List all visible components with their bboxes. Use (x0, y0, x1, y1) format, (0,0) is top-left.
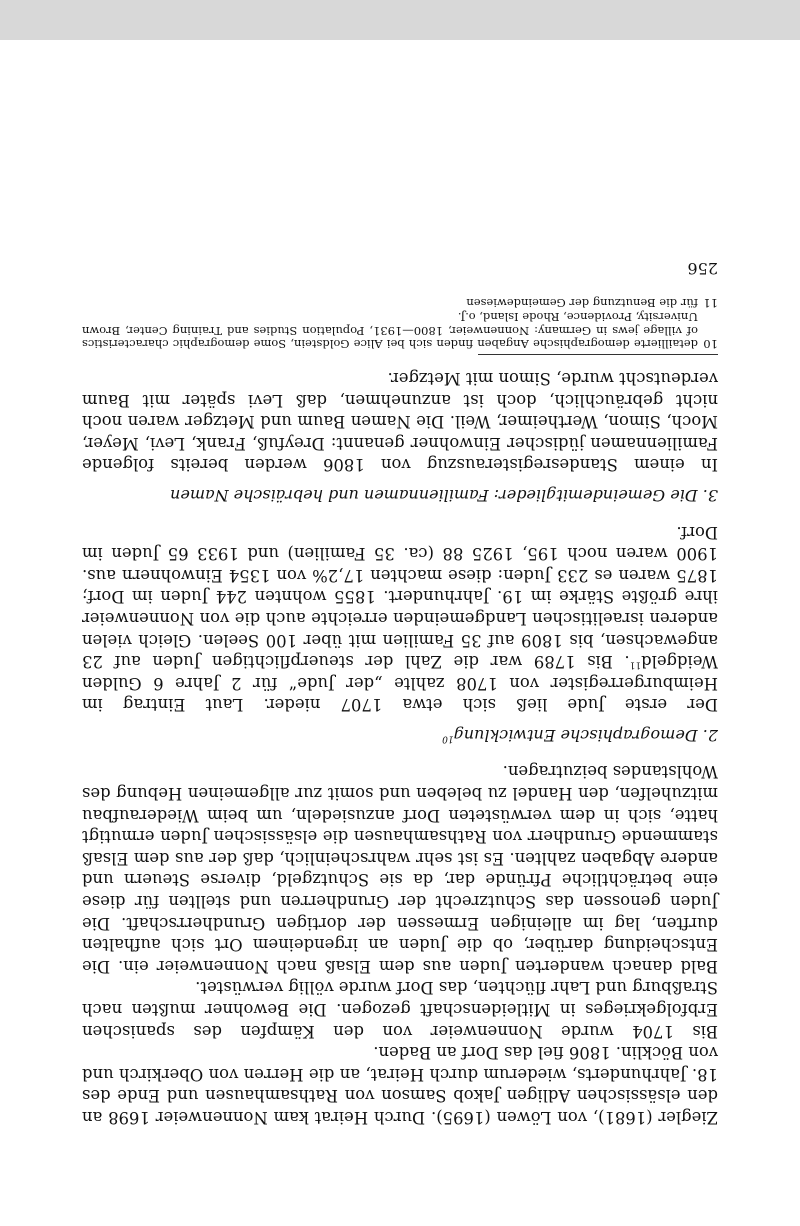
library-header-bar (0, 0, 800, 40)
paragraph: Bis 1704 wurde Nonnenweier von den Kämpfen des spanischen Erbfolgekrieges in Mitleidenschaft gezogen. Die Bewohner mußten nach Straßburg und Lahr flüchten, das Dorf wurde völlig verwüstet. (82, 978, 718, 1041)
document-text (82, 258, 718, 1128)
footnote (82, 295, 718, 309)
footnote-ref: 11 (629, 659, 642, 670)
footnote-divider (478, 354, 718, 355)
section-heading: 2. Demographische Entwicklung$^{10}$ (442, 725, 718, 745)
paragraph: Bald danach wanderten Juden aus dem Elsaß nach Nonnenweier ein. Die Entscheidung darüber, ob die Juden an irgendeinem Ort sich aufhalten durften, lag im alleinigen Ermessen der dortigen Grundherrschaft. Die Juden genossen das Schutzrecht der Grundherren und stellten für diese eine beträchtliche Pfründe dar, da sie Schutzgeld, diverse Steuern und andere Abgaben zahlten. Es ist sehr wahrscheinlich, daß der aus dem Elsaß stammende Grundherr von Rathsamhausen die elsässischen Juden ermutigt hatte, sich in dem verwüsteten Dorf anzusiedeln, um beim Wiederaufbau mitzuhelfen, den Handel zu beleben und somit zur allgemeinen Hebung des Wohlstandes beizutragen. (82, 762, 718, 976)
paragraph: In einem Standesregisterauszug von 1806 werden bereits folgende Familiennamen jüdischer Einwohner genannt: Dreyfuß, Frank, Levi, Meyer, Moch, Simon, Wertheimer, Weil. Die Namen Baum und Metzger waren noch nicht gebräuchlich, doch ist anzunehmen, daß Levi später mit Baum verdeutscht wurde, Simon mit Metzger. (82, 369, 718, 475)
footnote-text: für die Benutzung der Gemeindewiesen (466, 296, 698, 311)
footnote-number: 10 (703, 337, 718, 352)
page-number: 256 (687, 259, 718, 279)
footnote-ref: 10 (442, 733, 454, 744)
footnote-number: 11 (703, 296, 718, 311)
section-heading: 3. Die Gemeindemitglieder: Familiennamen und hebräische Namen (170, 485, 718, 505)
footnote (82, 309, 718, 350)
paragraph: Ziegler (1681), von Löwen (1695). Durch Heirat kam Nonnenweier 1698 an den elsässischen Adligen Jakob Samson von Rathsamhausen und Ende des 18. Jahrhunderts, wiederum durch Heirat, an die Herren von Oberkirch und von Böcklin. 1806 fiel das Dorf an Baden. (82, 1043, 718, 1127)
footnote-text: detaillierte demographische Angaben finden sich bei Alice Goldstein, Some demographic characteristics of village jews in Germany: Nonnenweier, 1800—1931, Population Studies and Training Center, Brown University, Providence, Rhode Island, o.J. (82, 309, 698, 352)
paragraph: Der erste Jude ließ sich etwa 1707 nieder. Laut Eintrag im Heimburgerregister von 1708 zahlte „der Jude“ für 2 Jahre 6 Gulden Weidgeld$^{11}$. Bis 1789 war die Zahl der steuerpflichtigen Juden auf 23 angewachsen, bis 1809 auf 35 Familien mit über 100 Seelen. Gleich vielen anderen israelitischen Landgemeinden erreichte auch die von Nonnenweier ihre größte Stärke im 19. Jahrhundert. 1855 wohnten 244 Juden im Dorf; 1875 waren es 233 Juden: diese machten 17,2% von 1354 Einwohnern aus. 1900 waren noch 195, 1925 88 (ca. 35 Familien) und 1933 65 Juden im Dorf. (82, 522, 718, 715)
